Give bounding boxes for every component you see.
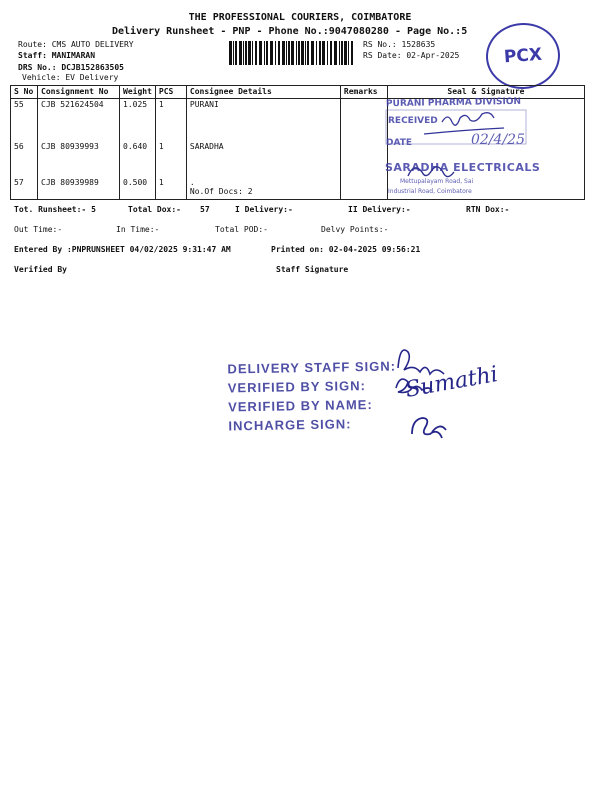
weight: 1.025 xyxy=(120,99,156,142)
barcode-bar xyxy=(264,41,265,65)
col-sno: S No xyxy=(11,86,38,99)
purani-stamp-name: PURANI PHARMA DIVISION xyxy=(385,96,522,110)
i-delivery: I Delivery:- xyxy=(235,205,293,214)
barcode-bar xyxy=(243,41,244,65)
rs-date: RS Date: 02-Apr-2025 xyxy=(363,51,460,60)
barcode-bar xyxy=(270,41,273,65)
col-seal: Seal & Signature xyxy=(387,86,584,99)
barcode-bar xyxy=(239,41,242,65)
barcode xyxy=(229,41,355,65)
barcode-bar xyxy=(291,41,294,65)
barcode-bar xyxy=(341,41,343,65)
pcs: 1 xyxy=(155,99,186,142)
saradha-signature xyxy=(400,158,460,188)
staff-signature: Staff Signature xyxy=(276,265,349,274)
delivery-points: Delvy Points:- xyxy=(321,225,389,234)
barcode-bar xyxy=(351,41,353,65)
barcode-bar xyxy=(316,41,317,65)
barcode-bar xyxy=(344,41,347,65)
handwritten-name: Sumathi xyxy=(403,362,500,403)
barcode-bar xyxy=(298,41,300,65)
staff-sign-stamp xyxy=(227,359,397,438)
pcs: 1 xyxy=(155,141,186,177)
route: Route: CMS AUTO DELIVERY xyxy=(18,40,134,49)
sno: 56 xyxy=(11,141,38,177)
received-signature xyxy=(384,108,534,148)
barcode-bar xyxy=(339,41,340,65)
col-pcs: PCS xyxy=(155,86,186,99)
total-pod: Total POD:- xyxy=(215,225,268,234)
saradha-stamp-name: SARADHA ELECTRICALS xyxy=(385,161,541,174)
barcode-bar xyxy=(275,41,276,65)
barcode-bar xyxy=(296,41,297,65)
remarks xyxy=(340,99,387,142)
barcode-bar xyxy=(327,41,328,65)
weight: 0.500 xyxy=(120,177,156,200)
pcs: 1 xyxy=(155,177,186,200)
barcode-bar xyxy=(305,41,306,65)
incharge-sign: INCHARGE SIGN: xyxy=(228,416,352,434)
verified-by: Verified By xyxy=(14,265,67,274)
barcode-bar xyxy=(286,41,287,65)
total-runsheet: Tot. Runsheet:- 5 xyxy=(14,205,96,214)
col-remarks: Remarks xyxy=(340,86,387,99)
verified-by-name: VERIFIED BY NAME: xyxy=(228,396,373,415)
in-time: In Time:- xyxy=(116,225,160,234)
barcode-bar xyxy=(301,41,304,65)
remarks xyxy=(340,177,387,200)
rs-number: RS No.: 1528635 xyxy=(363,40,436,49)
barcode-bar xyxy=(322,41,325,65)
barcode-bar xyxy=(348,41,349,65)
company-title: THE PROFESSIONAL COURIERS, COIMBATORE xyxy=(188,12,412,23)
total-dox-value: 57 xyxy=(200,205,210,214)
saradha-address-line: Industrial Road, Coimbatore xyxy=(388,188,472,195)
sno: 57 xyxy=(11,177,38,200)
verified-by-sign: VERIFIED BY SIGN: xyxy=(227,378,367,396)
barcode-bar xyxy=(245,41,247,65)
barcode-bar xyxy=(311,41,314,65)
docs-count: No.Of Docs: 2 xyxy=(189,187,253,196)
received-label: RECEIVED xyxy=(388,116,438,126)
barcode-bar xyxy=(334,41,337,65)
entered-by: Entered By :PNPRUNSHEET 04/02/2025 9:31:47 AM xyxy=(14,245,231,254)
barcode-bar xyxy=(235,41,237,65)
barcode-bar xyxy=(288,41,290,65)
barcode-bar xyxy=(248,41,251,65)
consignment-no: CJB 521624504 xyxy=(38,99,120,142)
out-time: Out Time:- xyxy=(14,225,63,234)
barcode-bar xyxy=(330,41,332,65)
drs-number: DRS No.: DCJB152863505 xyxy=(18,63,124,72)
pcx-stamp: PCX xyxy=(484,20,562,91)
col-consignee: Consignee Details xyxy=(186,86,340,99)
delivery-staff-sign: DELIVERY STAFF SIGN: xyxy=(227,358,397,377)
staff: Staff: MANIMARAN xyxy=(18,51,96,60)
barcode-bar xyxy=(319,41,321,65)
consignee: SARADHA xyxy=(186,141,340,177)
barcode-bar xyxy=(259,41,262,65)
consignment-no: CJB 80939989 xyxy=(38,177,120,200)
barcode-bar xyxy=(229,41,232,65)
sno: 55 xyxy=(11,99,38,142)
consignment-no: CJB 80939993 xyxy=(38,141,120,177)
printed-on: Printed on: 02-04-2025 09:56:21 xyxy=(271,245,421,254)
barcode-bar xyxy=(282,41,285,65)
vehicle: Vehicle: EV Delivery xyxy=(22,73,119,82)
barcode-bar xyxy=(252,41,253,65)
consignee-name: . xyxy=(189,178,195,187)
runsheet-subtitle: Delivery Runsheet - PNP - Phone No.:9047080280 - Page No.:5 xyxy=(112,26,468,37)
barcode-bar xyxy=(255,41,257,65)
total-dox-label: Total Dox:- xyxy=(128,205,181,214)
col-consignment: Consignment No xyxy=(38,86,120,99)
barcode-bar xyxy=(266,41,268,65)
rtn-dox: RTN Dox:- xyxy=(466,205,510,214)
remarks xyxy=(340,141,387,177)
barcode-bar xyxy=(307,41,309,65)
stamp-date: 02/4/25 xyxy=(471,132,525,148)
date-label: DATE xyxy=(386,138,413,148)
consignee: PURANI xyxy=(186,99,340,142)
barcode-bar xyxy=(278,41,280,65)
weight: 0.640 xyxy=(120,141,156,177)
consignee xyxy=(186,177,340,200)
barcode-bar xyxy=(233,41,234,65)
ii-delivery: II Delivery:- xyxy=(348,205,411,214)
col-weight: Weight xyxy=(120,86,156,99)
saradha-address-line: Mettupalayam Road, Sai xyxy=(400,178,474,185)
table-row xyxy=(11,177,585,200)
